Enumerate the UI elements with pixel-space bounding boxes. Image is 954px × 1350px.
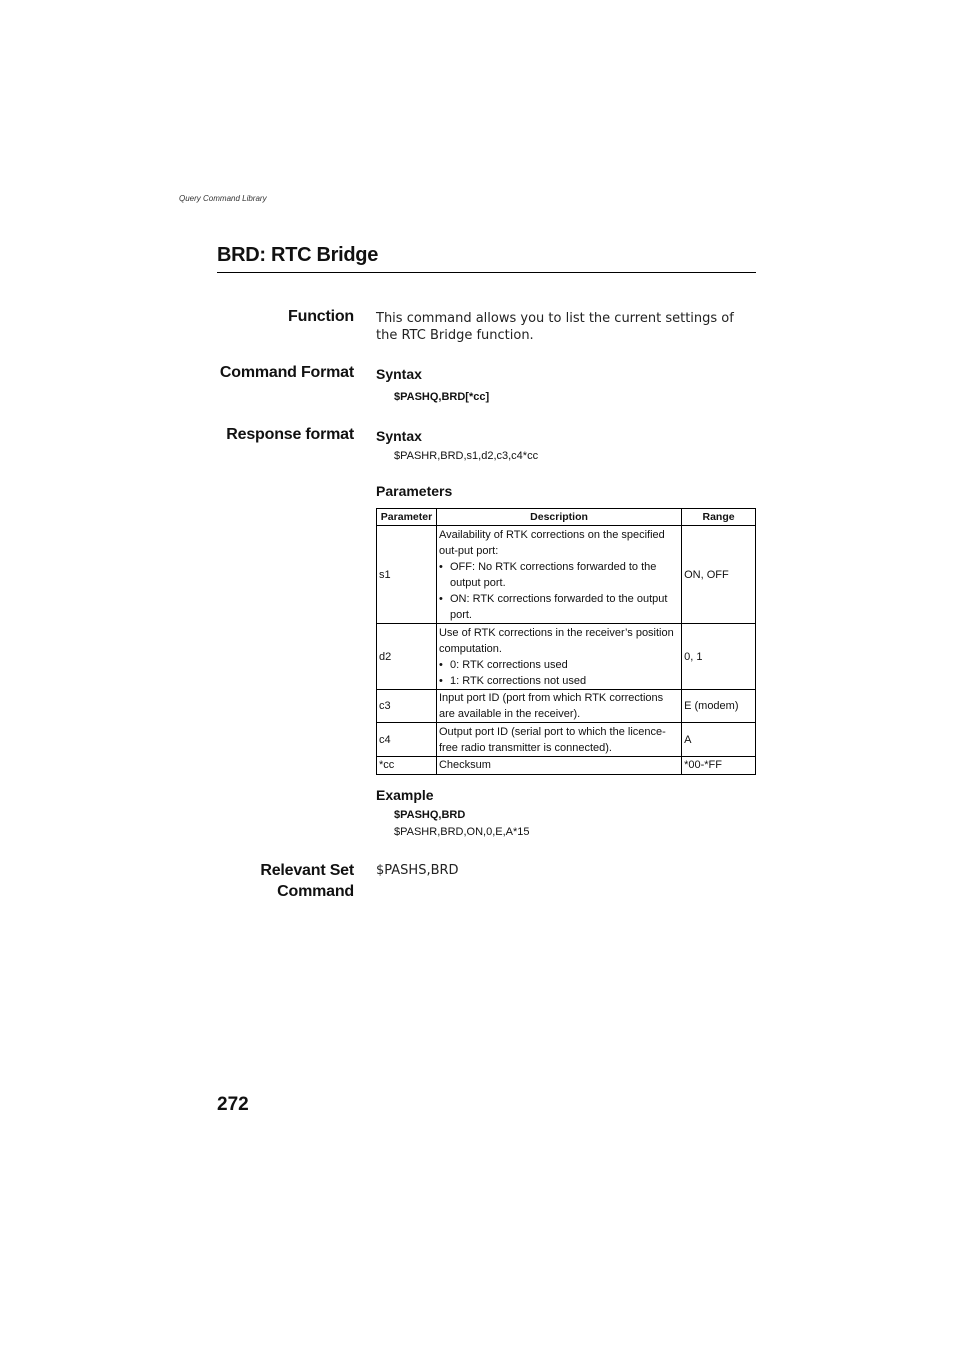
- example-heading: Example: [376, 787, 434, 803]
- range-cell: A: [682, 723, 756, 757]
- function-label: Function: [288, 308, 354, 325]
- description-cell: [436, 690, 681, 723]
- description-bullet: • 0: RTK corrections used: [439, 657, 679, 673]
- table-row: [377, 624, 756, 690]
- response-syntax: $PASHR,BRD,s1,d2,c3,c4*cc: [394, 450, 539, 462]
- table-header-row: [377, 509, 756, 526]
- header-description: Description: [436, 509, 681, 526]
- description-text: Use of RTK corrections in the receiver’s position computation.: [438, 626, 674, 655]
- response-syntax-heading: Syntax: [376, 428, 422, 444]
- description-bullets: [439, 657, 679, 689]
- parameters-heading: Parameters: [376, 483, 453, 499]
- table-row: [377, 723, 756, 757]
- response-format-label: Response format: [226, 426, 354, 443]
- description-cell: [436, 526, 681, 624]
- description-text: Availability of RTK corrections on the specified out-put port:: [438, 528, 665, 557]
- relevant-set-command: $PASHS,BRD: [376, 863, 459, 878]
- example-response: $PASHR,BRD,ON,0,E,A*15: [394, 826, 530, 838]
- command-syntax: $PASHQ,BRD[*cc]: [394, 391, 490, 403]
- range-cell: E (modem): [682, 690, 756, 723]
- description-text: Input port ID (port from which RTK corrections are available in the receiver).: [438, 692, 664, 720]
- description-text: Output port ID (serial port to which the licence-free radio transmitter is connected).: [438, 725, 666, 754]
- table-row: [377, 526, 756, 624]
- param-cell: s1: [377, 526, 437, 624]
- description-bullet: • OFF: No RTK corrections forwarded to the output port.: [439, 559, 679, 591]
- running-head: Query Command Library: [179, 194, 267, 203]
- param-cell: d2: [377, 624, 437, 690]
- table-row: [377, 690, 756, 723]
- page-number: 272: [217, 1094, 249, 1115]
- example-query: $PASHQ,BRD: [394, 809, 466, 821]
- description-cell: [436, 757, 681, 775]
- description-bullet: • ON: RTK corrections forwarded to the output port.: [439, 591, 679, 623]
- relevant-set-label-line2: Command: [277, 883, 354, 900]
- command-format-label: Command Format: [219, 364, 354, 381]
- range-cell: 0, 1: [682, 624, 756, 690]
- table-row: [377, 757, 756, 775]
- command-syntax-heading: Syntax: [376, 366, 422, 382]
- description-bullets: [439, 559, 679, 623]
- description-bullet: • 1: RTK corrections not used: [439, 673, 679, 689]
- page-title: BRD: RTC Bridge: [217, 244, 379, 266]
- header-range: Range: [682, 509, 756, 526]
- header-parameter: Parameter: [377, 509, 437, 526]
- relevant-set-label: [260, 860, 354, 902]
- range-cell: *00-*FF: [682, 757, 756, 775]
- description-cell: [436, 723, 681, 757]
- param-cell: *cc: [377, 757, 437, 775]
- title-rule: [217, 272, 756, 273]
- param-cell: c3: [377, 690, 437, 723]
- parameters-table: [376, 508, 756, 775]
- function-text: This command allows you to list the current settings of the RTC Bridge function.: [376, 311, 734, 343]
- range-cell: ON, OFF: [682, 526, 756, 624]
- description-cell: [436, 624, 681, 690]
- param-cell: c4: [377, 723, 437, 757]
- relevant-set-label-line1: Relevant Set: [260, 862, 354, 879]
- description-text: Checksum: [438, 759, 491, 771]
